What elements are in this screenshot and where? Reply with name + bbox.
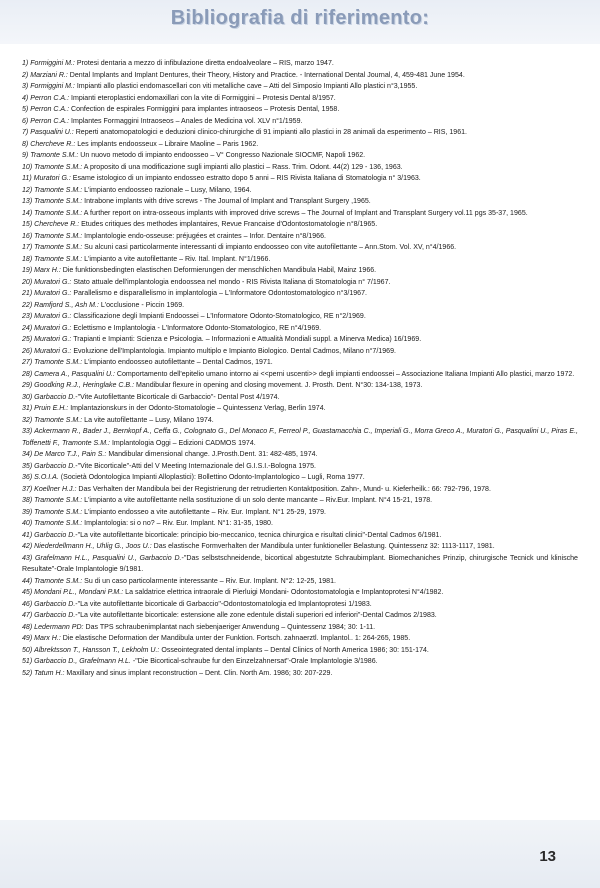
reference-item <box>22 553 578 576</box>
reference-item <box>22 530 578 542</box>
reference-number: 40) <box>22 520 33 527</box>
reference-author: Tramonte S.M.: <box>34 497 83 504</box>
reference-author: S.O.I.A. <box>34 474 59 481</box>
reference-text: Su di un caso particolarmente interessante – Riv. Eur. Implant. N°2: 12-25, 1981. <box>82 577 336 585</box>
reference-item <box>22 461 578 473</box>
reference-author: Muratori G.: <box>34 336 72 343</box>
reference-number: 43) <box>22 554 33 562</box>
reference-item <box>22 472 578 484</box>
reference-number: 37) <box>22 485 33 493</box>
reference-item <box>22 196 578 208</box>
reference-number: 3) <box>22 83 29 90</box>
reference-item <box>22 334 578 346</box>
reference-text: Su alcuni casi particolarmente interessanti di impianto endoosseo con vite autofilettante – Ann.Stom. Vol. XV, n°4/1966. <box>82 244 457 251</box>
reference-item <box>22 403 578 415</box>
reference-number: 15) <box>22 221 33 228</box>
reference-text: Protesi dentaria a mezzo di infibulazione diretta endoalveolare – RIS, marzo 1947. <box>74 60 334 67</box>
reference-number: 31) <box>22 405 33 412</box>
reference-text: -"Das selbstschneidende, bicortical abgestutzte Schraubimplant. Biomechaniches Prinzip, chirurgische Tecnick und klinische Resultate"-Orale Implantologie 9/1981. <box>22 554 578 573</box>
reference-number: 17) <box>22 244 33 251</box>
reference-item <box>22 219 578 231</box>
reference-item <box>22 323 578 335</box>
reference-text: Implantologia Oggi – Edizioni CADMOS 1974. <box>110 439 256 447</box>
reference-author: Muratori G.: <box>34 347 72 355</box>
reference-text: La vite autofilettante – Lusy, Milano 1974. <box>82 416 214 424</box>
reference-number: 26) <box>22 347 33 355</box>
reference-author: Tramonte S.M.: <box>34 198 83 205</box>
reference-text: -"La vite autofilettante bicorticale: principio bio-meccanico, tecnica chirurgica e risultati clinici"-Dental Cadmos 6/1981. <box>75 531 442 539</box>
reference-author: Muratori G.: <box>34 278 72 286</box>
reference-author: Camera A., Pasqualini U.: <box>34 370 115 378</box>
reference-number: 9) <box>22 152 29 159</box>
reference-item <box>22 369 578 381</box>
reference-item <box>22 622 578 634</box>
reference-item <box>22 415 578 427</box>
reference-item <box>22 576 578 588</box>
reference-number: 2) <box>22 71 29 79</box>
reference-text: Esame istologico di un impianto endosseo estratto dopo 5 anni – RIS Rivista Italiana di Stomatologia n° 3/1963. <box>70 175 421 182</box>
reference-author: Perron C.A.: <box>30 106 70 113</box>
reference-item <box>22 380 578 392</box>
reference-item <box>22 656 578 668</box>
reference-text: L'impianto a vite autofilettante – Riv. Ital. Implant. N°1/1966. <box>82 255 271 263</box>
reference-item <box>22 58 578 70</box>
reference-author: Tramonte S.M.: <box>34 255 83 263</box>
reference-author: Tramonte S.M.: <box>34 244 83 251</box>
reference-item <box>22 265 578 277</box>
reference-number: 4) <box>22 94 29 102</box>
reference-text: Impianti eteroplastici endomaxillari con la vite di Formiggini – Protesis Dental 8/1957. <box>69 94 336 102</box>
reference-author: Ramfjord S., Ash M.: <box>34 301 99 309</box>
reference-item <box>22 541 578 553</box>
reference-number: 7) <box>22 129 29 136</box>
reference-author: Tramonte S.M.: <box>34 186 83 194</box>
reference-author: Tramonte S.M.: <box>34 508 83 516</box>
reference-author: Garbaccio D. <box>34 531 76 539</box>
reference-item <box>22 507 578 519</box>
reference-text: Evoluzione dell'Implantologia. Impianto multiplo e Impianto Biologico. Dental Cadmos, Milano n°7/1969. <box>71 347 396 355</box>
reference-author: Chercheve R.: <box>30 140 76 148</box>
reference-text: Etudes critiques des methodes implantaires, Revue Francaise d'Odontostomatologie n°8/1965. <box>79 221 378 228</box>
reference-text: L'impianto endoosseo autofilettante – Dental Cadmos, 1971. <box>82 359 273 366</box>
reference-item <box>22 392 578 404</box>
reference-author: Garbaccio D. <box>34 612 76 619</box>
reference-number: 25) <box>22 336 33 343</box>
reference-item <box>22 70 578 82</box>
reference-item <box>22 139 578 151</box>
reference-item <box>22 484 578 496</box>
reference-author: Goodking R.J., Heringlake C.B.: <box>34 382 135 389</box>
reference-author: Marziani R.: <box>30 71 68 79</box>
reference-author: Pruin E.H.: <box>34 405 69 412</box>
reference-author: Tramonte S.M.: <box>34 163 83 171</box>
reference-author: Garbaccio D. <box>34 462 76 470</box>
reference-text: La saldatrice elettrica intraorale di Pierluigi Mondani- Odontostomatologia e Implantoprotesi N°4/1982. <box>123 589 444 596</box>
reference-text: L'impianto endosseo a vite autofilettante – Riv. Eur. Implant. N°1 25-29, 1979. <box>82 508 326 516</box>
reference-text: -"La vite autofilettante bicorticale: estensione alle zone edentule distali superiori ed inferiori"-Dental Cadmos 2/1983. <box>75 612 437 619</box>
reference-text: Un nuovo metodo di impianto endoosseo – V° Congresso Nazionale SIOCMF, Napoli 1962. <box>78 152 366 159</box>
reference-author: Muratori G.: <box>34 313 72 320</box>
reference-author: Chercheve R.: <box>34 221 80 228</box>
reference-text: Implantazionskurs in der Odonto-Stomatologie – Quintessenz Verlag, Berlin 1974. <box>68 405 326 412</box>
reference-text: Maxillary and sinus implant reconstruction – Dent. Clin. North Am. 1986; 30: 207-229. <box>64 669 333 677</box>
reference-item <box>22 208 578 220</box>
reference-item <box>22 93 578 105</box>
reference-author: Perron C.A.: <box>30 117 70 125</box>
reference-text: L'impianto a vite autofilettante nella sostituzione di un solo dente mancante – Riv.Eur. Implant. N°4 15-21, 1978. <box>82 497 433 504</box>
reference-item <box>22 449 578 461</box>
reference-author: Tramonte S.M.: <box>34 416 83 424</box>
reference-item <box>22 587 578 599</box>
reference-author: Grafelmann H.L., Pasqualini U., Garbaccio D. <box>35 554 182 562</box>
reference-number: 18) <box>22 255 33 263</box>
reference-number: 46) <box>22 600 33 608</box>
reference-author: Pasqualini U.: <box>30 129 74 136</box>
reference-item <box>22 495 578 507</box>
reference-number: 38) <box>22 497 33 504</box>
reference-item <box>22 668 578 680</box>
reference-number: 45) <box>22 589 33 596</box>
reference-number: 24) <box>22 324 33 332</box>
reference-number: 51) <box>22 658 33 665</box>
reference-number: 49) <box>22 635 33 642</box>
reference-item <box>22 185 578 197</box>
reference-author: Tatum H.: <box>34 669 65 677</box>
reference-text: Mandibular flexure in opening and closing movement. J. Prosth. Dent. N°30: 134-138, 1973. <box>134 382 423 389</box>
reference-text: Comportamento dell'epitelio umano intorno ai <<perni uscenti>> degli impianti endoossei – Associazione Italiana Impianti Allo plastici, marzo 1972. <box>114 370 575 378</box>
reference-text: Das TPS schraubenimplantat nach siebenjaeriger Anwendung – Quintessenz 1984; 30: 1-11. <box>83 623 376 631</box>
reference-text: Implantes Formaggini Intraoseos – Anales de Medicina vol. XLV n°1/1959. <box>69 117 303 125</box>
reference-number: 28) <box>22 370 33 378</box>
reference-text: -"Die Bicortical-schraube fur den Einzelzahnersat"-Orale Implantologie 3/1986. <box>130 658 378 665</box>
reference-number: 27) <box>22 359 33 366</box>
reference-author: Muratori G.: <box>34 324 72 332</box>
reference-author: Marx H.: <box>34 267 61 274</box>
reference-item <box>22 633 578 645</box>
reference-text: Confection de espirales Formiggini para implantes intraoseos – Protesis Dental, 1958. <box>69 106 340 113</box>
reference-text: A further report on intra-osseous implants with improved drive screws – The Journal of Implant and Transplant Surgery vol.11 pgs 35-37, 1965. <box>82 209 528 217</box>
reference-item <box>22 231 578 243</box>
reference-number: 33) <box>22 428 33 435</box>
reference-author: Mondani P.L., Mondani P.M.: <box>34 589 124 596</box>
reference-number: 10) <box>22 163 33 171</box>
reference-author: Muratori G.: <box>33 175 71 182</box>
reference-item <box>22 242 578 254</box>
reference-item <box>22 300 578 312</box>
reference-item <box>22 277 578 289</box>
reference-item <box>22 254 578 266</box>
reference-author: Marx H.: <box>34 635 61 642</box>
reference-text: -"Vite Autofilettante Bicorticale di Garbaccio"- Dental Post 4/1974. <box>75 393 280 401</box>
reference-item <box>22 311 578 323</box>
reference-number: 13) <box>22 198 33 205</box>
reference-author: Tramonte S.M.: <box>34 232 83 240</box>
reference-number: 22) <box>22 301 33 309</box>
reference-text: Parallelismo e disparallelismo in implantologia – L'Informatore Odontostomatologico n°3/1967. <box>71 290 367 297</box>
reference-text: -"Vite Bicorticale"-Atti del V Meeting Internazionale del G.I.S.I.-Bologna 1975. <box>75 462 316 470</box>
reference-item <box>22 346 578 358</box>
reference-text: Das Verhalten der Mandibula bei der Registrierung der retrudierten Kontaktposition. Zahn-, Mund- u. Kieferheilk.: 66: 792-796, 1978. <box>76 485 491 493</box>
reference-number: 8) <box>22 140 29 148</box>
page-number: 13 <box>539 848 556 865</box>
reference-author: Muratori G.: <box>34 290 72 297</box>
reference-number: 50) <box>22 646 33 654</box>
bibliography-list <box>22 58 578 679</box>
reference-item <box>22 173 578 185</box>
reference-number: 52) <box>22 669 33 677</box>
reference-number: 41) <box>22 531 33 539</box>
reference-number: 29) <box>22 382 33 389</box>
reference-author: Ackermann R., Bader J., Bernkopf A., Ceffa G., Colognato G., Del Monaco F., Ferreol P., Guastamacchia C., Imperiali G., Morra Greco A., Muratori G., Pasqualini U., Piras E., Toffenetti F., Tramonte S.M.: <box>22 428 578 447</box>
reference-number: 21) <box>22 290 33 297</box>
reference-author: Garbaccio D., Grafelmann H.L. <box>34 658 131 665</box>
reference-text: Osseointegrated dental implants – Dental Clinics of North America 1986; 30: 151-174. <box>159 646 429 654</box>
reference-number: 47) <box>22 612 33 619</box>
reference-author: Garbaccio D. <box>34 393 76 401</box>
reference-item <box>22 104 578 116</box>
reference-author: Tramonte S.M.: <box>34 359 83 366</box>
reference-author: Tramonte S.M.: <box>30 152 79 159</box>
reference-text: Stato attuale dell'implantologia endoossea nel mondo - RIS Rivista Italiana di Stomatologia n° 7/1967. <box>71 278 391 286</box>
reference-item <box>22 426 578 449</box>
reference-number: 11) <box>22 175 32 182</box>
reference-author: Koellner H.J.: <box>34 485 77 493</box>
reference-number: 44) <box>22 577 33 585</box>
reference-item <box>22 357 578 369</box>
reference-item <box>22 288 578 300</box>
reference-number: 16) <box>22 232 33 240</box>
reference-number: 6) <box>22 117 29 125</box>
reference-number: 32) <box>22 416 33 424</box>
reference-text: L'occlusione - Piccin 1969. <box>98 301 185 309</box>
reference-item <box>22 150 578 162</box>
reference-text: (Società Odontologica Impianti Alloplastici): Bollettino Odonto-Implantologico – Lugli, Roma 1977. <box>58 474 365 481</box>
reference-number: 30) <box>22 393 33 401</box>
reference-item <box>22 610 578 622</box>
reference-item <box>22 81 578 93</box>
reference-number: 14) <box>22 209 33 217</box>
reference-number: 12) <box>22 186 33 194</box>
reference-item <box>22 599 578 611</box>
reference-text: Trapianti e Impianti: Scienza e Psicologia. – Informazioni e Attualità Mondiali suppl. a Minerva Medica) 16/1969. <box>71 336 422 343</box>
reference-number: 42) <box>22 543 33 550</box>
reference-item <box>22 518 578 530</box>
reference-author: Tramonte S.M.: <box>34 209 83 217</box>
reference-number: 5) <box>22 106 29 113</box>
reference-author: Tramonte S.M.: <box>34 520 83 527</box>
reference-item <box>22 127 578 139</box>
reference-text: Reperti anatomopatologici e deduzioni clinico-chirurgiche di 91 impianti allo plastici in 28 animali da esperimento – RIS, 1961. <box>73 129 468 136</box>
reference-text: -"La vite autofilettante bicorticale di Garbaccio"-Odontostomatologia ed Implantoprotesi 1/1983. <box>75 600 372 608</box>
reference-number: 39) <box>22 508 33 516</box>
reference-text: Impianti allo plastici endomascellari con viti metalliche cave – Atti del Simposio Impianti Allo plastici n°3,1955. <box>74 83 418 90</box>
reference-number: 1) <box>22 60 29 67</box>
reference-text: Implantologia: si o no? – Riv. Eur. Implant. N°1: 31-35, 1980. <box>82 520 273 527</box>
reference-text: Mandibular dimensional change. J.Prosth.Dent. 31: 482-485, 1974. <box>106 451 318 458</box>
reference-text: Eclettismo e Implantologia - L'Informatore Odonto-Stomatologico, RE n°4/1969. <box>71 324 322 332</box>
reference-text: L'impianto endoosseo razionale – Lusy, Milano, 1964. <box>82 186 252 194</box>
reference-text: Classificazione degli Impianti Endoossei – L'Informatore Odonto-Stomatologico, RE n°2/1969. <box>71 313 366 320</box>
reference-author: Tramonte S.M.: <box>34 577 83 585</box>
reference-item <box>22 162 578 174</box>
reference-author: Albrektsson T., Hansson T., Lekholm U.: <box>34 646 160 654</box>
reference-text: Les implants endoosseux – Libraire Maoline – Paris 1962. <box>75 140 259 148</box>
reference-author: Niederdellmann H., Uhlig G., Joos U.: <box>34 543 152 550</box>
reference-author: Garbaccio D. <box>34 600 76 608</box>
reference-item <box>22 645 578 657</box>
reference-author: Perron C.A.: <box>30 94 70 102</box>
reference-text: Implantologie endo-osseuse: préjugées et craintes – Infor. Dentaire n°8/1966. <box>82 232 326 240</box>
reference-number: 34) <box>22 451 33 458</box>
reference-number: 48) <box>22 623 33 631</box>
reference-item <box>22 116 578 128</box>
reference-author: De Marco T.J., Pain S.: <box>34 451 107 458</box>
reference-author: Ledermann PD: <box>34 623 84 631</box>
reference-author: Formiggini M.: <box>30 83 75 90</box>
reference-text: Dental Implants and Implant Dentures, their Theory, History and Practice. - International Dental Journal, 4, 459-481 June 1954. <box>67 71 465 79</box>
reference-text: Die funktionsbedingten elastischen Deformierungen der menschlichen Mandibula Habil, Mainz 1966. <box>60 267 377 274</box>
reference-number: 36) <box>22 474 33 481</box>
page-title: Bibliografia di riferimento: <box>170 7 430 29</box>
reference-author: Formiggini M.: <box>30 60 75 67</box>
reference-text: Das elastische Formverhalten der Mandibula unter funktioneller Belastung. Quintessenz 32: 1113-1117, 1981. <box>151 543 495 550</box>
reference-number: 23) <box>22 313 33 320</box>
reference-text: Die elastische Deformation der Mandibula unter der Funktion. Fortsch. zahnaerztl. Implantol.. 1: 264-265, 1985. <box>60 635 411 642</box>
reference-number: 19) <box>22 267 33 274</box>
reference-text: Intrabone implants with drive screws - The Journal of Implant and Transplant Surgery ,1965. <box>82 198 371 205</box>
reference-number: 20) <box>22 278 33 286</box>
reference-text: A proposito di una modificazione sugli impianti allo plastici – Rass. Trim. Odont. 44(2) 129 - 136, 1963. <box>82 163 403 171</box>
footer-band <box>0 820 600 888</box>
reference-number: 35) <box>22 462 33 470</box>
